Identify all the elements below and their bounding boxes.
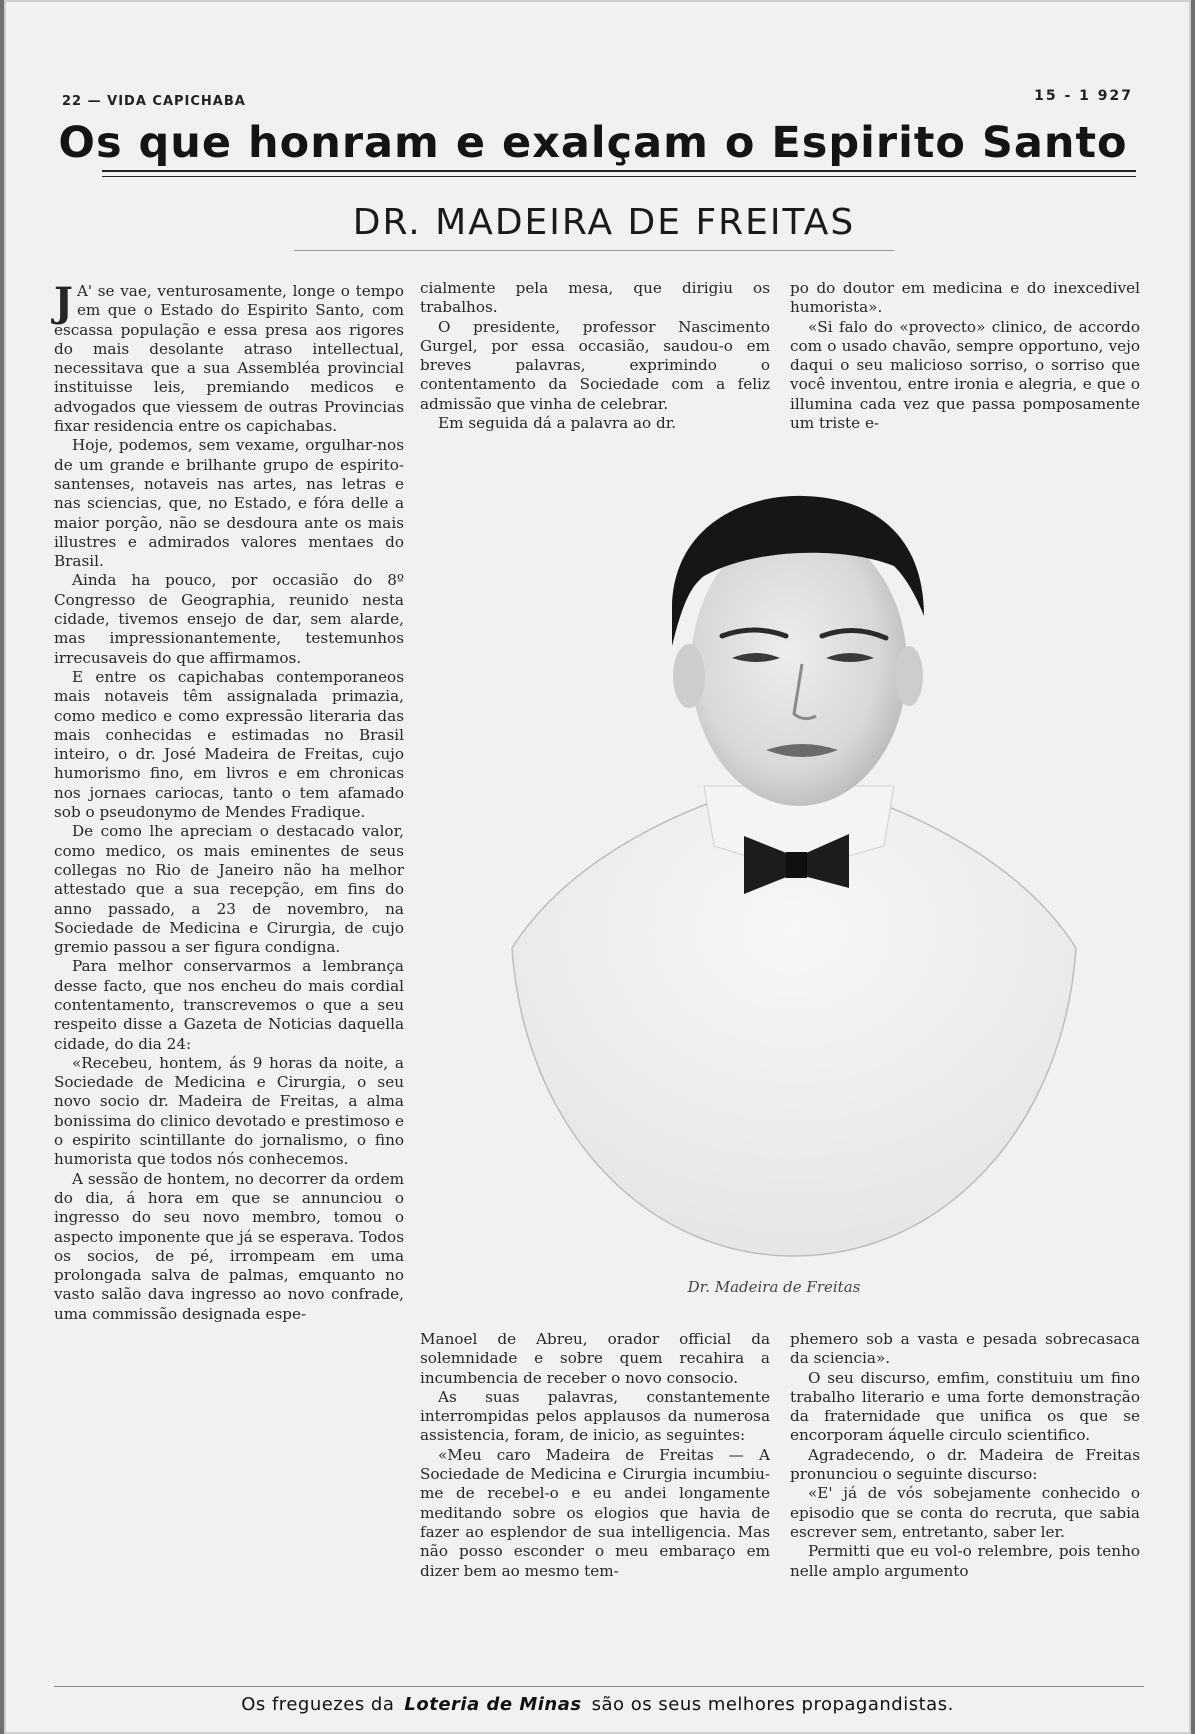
article-title: Os que honram e exalçam o Espirito Santo [58,118,1128,168]
column-2-bottom [420,1330,770,1581]
paragraph: Ainda ha pouco, por occasião do 8º Congresso de Geographia, reunido nesta cidade, tivemos ensejo de dar, sem alarde, mas impressionantemente, testemunhos irrecusaveis do que affirmamos. [54,571,404,667]
paragraph: «Si falo do «provecto» clinico, de accordo com o usado chavão, sempre opportuno, vejo daqui o seu malicioso sorriso, o sorriso que você inventou, entre ironia e alegria, e que o illumina cada vez que passa pomposamente um triste e- [790,317,1140,433]
paragraph: phemero sob a vasta e pesada sobrecasaca da sciencia». [790,1330,1140,1368]
paragraph: As suas palavras, constantemente interrompidas pelos applausos da numerosa assistencia, foram, de inicio, as seguintes: [420,1387,770,1445]
paragraph: po do doutor em medicina e do inexcedivel humorista». [790,279,1140,317]
paragraph: Para melhor conservarmos a lembrança desse facto, que nos encheu do mais cordial contentamento, transcrevemos o que a seu respeito disse a Gazeta de Noticias daquella cidade, do dia 24: [54,957,404,1053]
footer-text-post: são os seus melhores propagandistas. [591,1694,954,1715]
footer-rule [54,1686,1144,1687]
paragraph: cialmente pela mesa, que dirigiu os trabalhos. [420,279,770,317]
face-shape [691,526,907,806]
subtitle-rule [294,250,894,251]
paragraph: J A' se vae, venturosamente, longe o tempo em que o Estado do Espirito Santo, com escassa população e essa presa aos rigores do mais desolante atraso intellectual, necessitava que a sua Assembléa provincial instituisse leis, premiando medicos e advogados que viessem de outras Provincias fixar residencia entre os capichabas. [54,279,404,436]
paragraph: «Recebeu, hontem, ás 9 horas da noite, a Sociedade de Medicina e Cirurgia, o seu novo socio dr. Madeira de Freitas, a alma bonissima do clinico devotado e prestimoso e o espirito scintillante do jornalismo, o fino humorista que todos nós conhecemos. [54,1053,404,1169]
paragraph: «E' já de vós sobejamente conhecido o episodio que se conta do recruta, que sabia escrever sem, entretanto, saber ler. [790,1484,1140,1541]
column-1 [54,279,404,1324]
paragraph: Agradecendo, o dr. Madeira de Freitas pronunciou o seguinte discurso: [790,1445,1140,1484]
paragraph: O presidente, professor Nascimento Gurgel, por essa occasião, saudou-o em breves palavras, exprimindo o contentamento da Sociedade com a feliz admissão que vinha de celebrar. [420,317,770,413]
column-2-top [420,279,770,433]
paragraph: A sessão de hontem, no decorrer da ordem do dia, á hora em que se annunciou o ingresso do seu novo membro, tomou o aspecto imponente que já se esperava. Todos os socios, de pé, irrompeam em uma prolongada salva de palmas, emquanto no vasto salão dava ingresso ao novo confrade, uma commissão designada espe- [54,1169,404,1323]
ear-right [895,646,923,706]
paragraph: Permitti que eu vol-o relembre, pois tenho nelle amplo argumento [790,1542,1140,1580]
portrait-photo [504,486,1084,1266]
paragraph: O seu discurso, emfim, constituiu um fino trabalho literario e uma forte demonstração da fraternidade que unifica os que se encorporam áquelle circulo scientifico. [790,1368,1140,1445]
magazine-page [4,0,1191,1734]
ear-left [673,644,705,708]
paragraph: Hoje, podemos, sem vexame, orgulhar-nos de um grande e brilhante grupo de espirito-santenses, notaveis nas artes, nas letras e nas sciencias, que, no Estado, e fóra delle a maior porção, não se desdoura ante os mais illustres e admirados valores mentaes do Brasil. [54,436,404,571]
page-header-date: 15 - 1 927 [1034,88,1133,104]
paragraph: «Meu caro Madeira de Freitas — A Sociedade de Medicina e Cirurgia incumbiu-me de recebel-o e eu andei longamente meditando sobre os elogios que havia de fazer ao esplendor de sua intelligencia. Mas não posso esconder o meu embaraço em dizer bem ao mesmo tem- [420,1445,770,1580]
portrait-illustration [504,486,1084,1266]
photo-caption: Dr. Madeira de Freitas [687,1278,861,1296]
title-rule-top [102,170,1136,172]
bowtie-knot [786,852,807,878]
footer-advertisement [4,1694,1191,1715]
paragraph: De como lhe apreciam o destacado valor, como medico, os mais eminentes de seus collegas no Rio de Janeiro não ha melhor attestado que a sua recepção, em fins do anno passado, a 23 de novembro, na Sociedade de Medicina e Cirurgia, de cujo gremio passou a ser figura condigna. [54,822,404,957]
title-rule-bottom [102,176,1136,177]
article-subtitle: DR. MADEIRA DE FREITAS [352,202,856,243]
column-3-bottom [790,1330,1140,1581]
paragraph: Em seguida dá a palavra ao dr. [438,414,677,433]
drop-cap: J [54,279,73,326]
footer-brand: Loteria de Minas [404,1694,582,1715]
column-3-top [790,279,1140,433]
paragraph: E entre os capichabas contemporaneos mais notaveis têm assignalada primazia, como medico e como expressão literaria das mais conhecidas e estimadas no Brasil inteiro, o dr. José Madeira de Freitas, cujo humorismo fino, em livros e em chronicas nos jornaes cariocas, tanto o tem afamado sob o pseudonymo de Mendes Fradique. [54,667,404,822]
paragraph: Manoel de Abreu, orador official da solemnidade e sobre quem recahira a incumbencia de receber o novo consocio. [420,1330,770,1387]
page-header-magazine: 22 — VIDA CAPICHABA [62,94,246,109]
footer-text-pre: Os freguezes da [241,1694,395,1715]
